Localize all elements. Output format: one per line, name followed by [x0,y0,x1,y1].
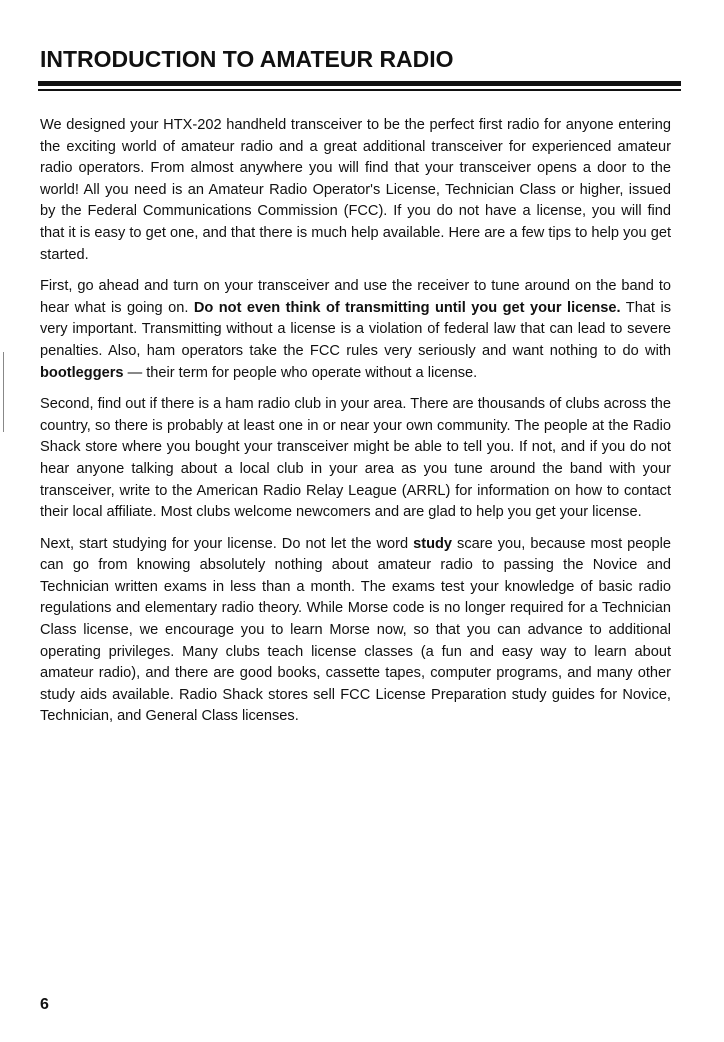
paragraph-first-text-c: — their term for people who operate without a license. [123,364,478,381]
paragraph-first-text-a: First, go ahead and turn on your transceiver and use the receiver to tune around on the band to hear what is going on. [40,278,671,316]
paragraph-first-text-b: That is very important. Transmitting without a license is a violation of federal law that can lead to severe penalties. Also, ham operators take the FCC rules very seriously and want nothing to do with [40,299,671,359]
page-number: 6 [40,996,49,1013]
paragraph-first [40,276,671,384]
body-text [40,115,671,738]
paragraph-next-text-b: scare you, because most people can go from knowing absolutely nothing about amateur radio to passing the Novice and Technician written exams in less than a month. The exams test your knowledge of basic radio regulations and elementary radio theory. While Morse code is no longer required for a Technician Class license, we encourage you to learn Morse now, so that you can advance to additional operating privileges. Many clubs teach license classes (a fun and easy way to learn about amateur radio), and there are good books, cassette tapes, computer programs, and many other study aids available. Radio Shack stores sell FCC License Preparation study guides for Novice, Technician, and General Class licenses. [40,535,672,725]
margin-change-bar [3,352,4,432]
title-rule-thin [38,89,681,91]
title-rule-thick [38,81,681,86]
study-word: study [413,535,453,552]
paragraph-next-text-a: Next, start studying for your license. Do not let the word [40,535,414,552]
paragraph-second: Second, find out if there is a ham radio club in your area. There are thousands of clubs across the country, so there is probably at least one in or near your own community. The people at the Radio Shack store where you bought your transceiver might be able to tell you. If not, and if you do not hear anyone talking about a local club in your area as you tune around the band with your transceiver, write to the American Radio Relay League (ARRL) for information on how to contact their local affiliate. Most clubs welcome newcomers and are glad to help you get your license. [40,396,671,521]
paragraph-intro: We designed your HTX-202 handheld transceiver to be the perfect first radio for anyone entering the exciting world of amateur radio and a great additional transceiver for experienced amateur radio operators. From almost anywhere you will find that your transceiver opens a door to the world! All you need is an Amateur Radio Operator's License, Technician Class or higher, issued by the Federal Communications Commission (FCC). If you do not have a license, you will find that it is easy to get one, and that there is much help available. Here are a few tips to help you get started. [40,117,671,263]
bootleggers-term: bootleggers [40,364,124,381]
transmit-warning: Do not even think of transmitting until you get your license. [193,299,621,316]
paragraph-next [40,534,671,728]
page-title: INTRODUCTION TO AMATEUR RADIO [40,46,454,72]
